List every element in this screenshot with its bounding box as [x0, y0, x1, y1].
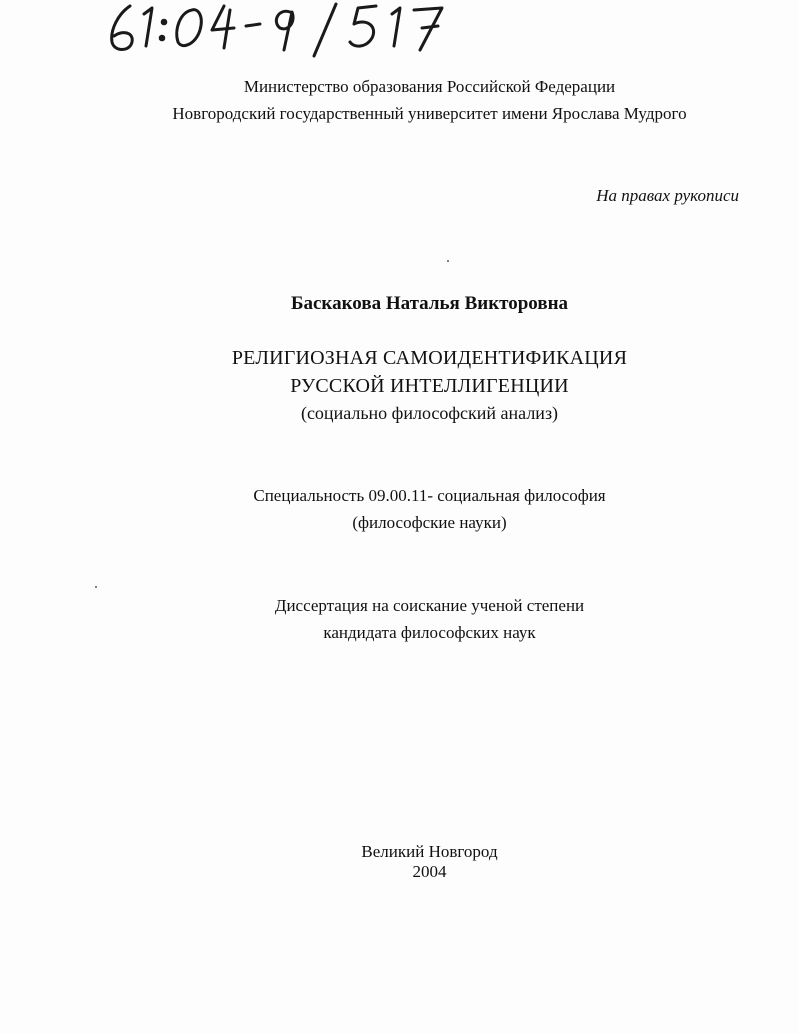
footer-city: Великий Новгород: [361, 842, 498, 861]
manuscript-note: На правах рукописи: [596, 186, 739, 205]
ministry-name: Министерство образования Российской Федерации: [243, 77, 616, 96]
university-name: Новгородский государственный университет имени Ярослава Мудрого: [172, 104, 687, 123]
dissertation-degree: кандидата философских наук: [323, 623, 536, 642]
dissertation-title-line-2: РУССКОЙ ИНТЕЛЛИГЕНЦИИ: [290, 375, 569, 397]
dissertation-subtitle: (социально философский анализ): [300, 403, 559, 423]
specialty-line: Специальность 09.00.11- социальная философия: [253, 486, 606, 505]
specialty-field: (философские науки): [352, 513, 507, 532]
footer-year: 2004: [412, 862, 447, 881]
dissertation-purpose: Диссертация на соискание ученой степени: [274, 596, 585, 615]
scan-speck: [447, 260, 449, 262]
scan-speck: [95, 586, 97, 588]
handwritten-catalog-code: [100, 0, 490, 62]
dissertation-title-line-1: РЕЛИГИОЗНАЯ САМОИДЕНТИФИКАЦИЯ: [231, 347, 628, 369]
author-name: Баскакова Наталья Викторовна: [290, 293, 569, 314]
